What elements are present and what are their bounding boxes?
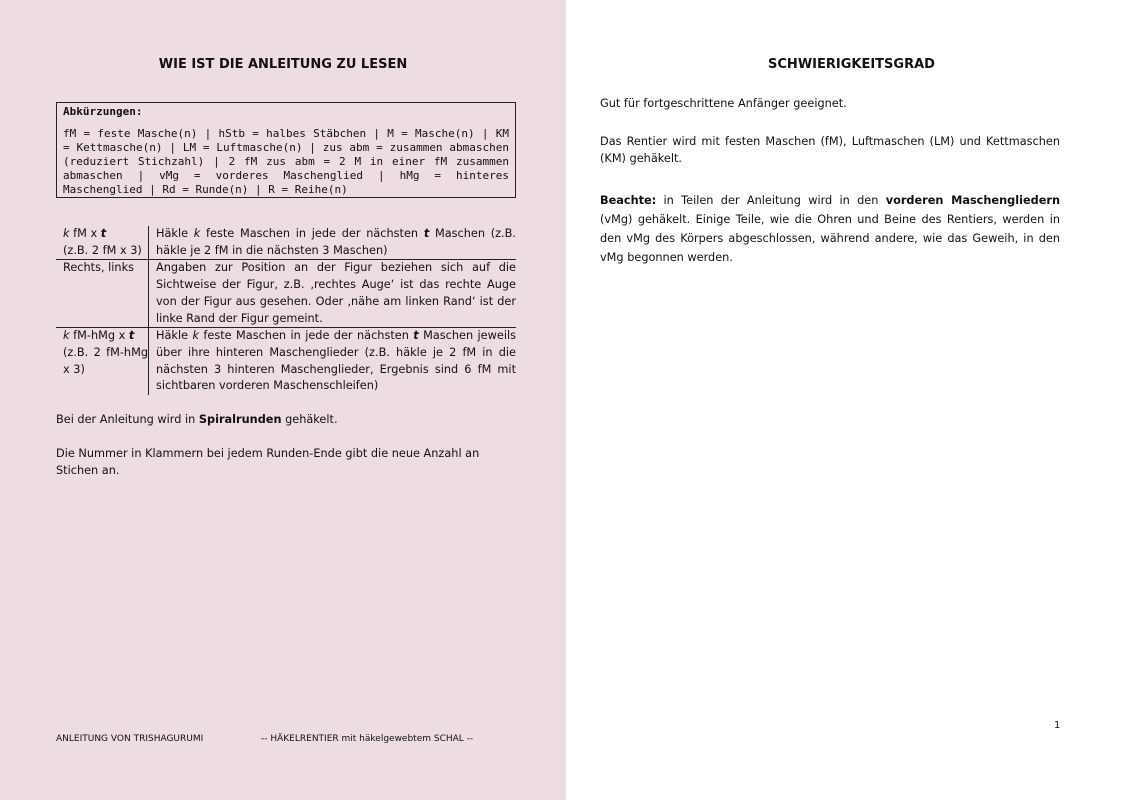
term-k: k — [63, 227, 70, 240]
note-bold: vorderen Maschengliedern — [885, 194, 1060, 207]
legend-description — [149, 226, 517, 260]
desc-text: Häkle — [156, 227, 194, 240]
legend-term: Rechts, links — [56, 260, 149, 328]
desc-t: t — [413, 329, 419, 343]
spiral-bold: Spiralrunden — [198, 413, 282, 426]
term-t: t — [100, 227, 107, 240]
desc-text: feste Maschen in jede der nächsten — [200, 227, 424, 240]
spiral-text: Bei der Anleitung wird in — [56, 413, 199, 426]
legend-row — [56, 260, 516, 328]
term-mid: fM-hMg x — [69, 329, 129, 343]
left-page-title: WIE IST DIE ANLEITUNG ZU LESEN — [158, 57, 408, 72]
desc-t: t — [423, 227, 430, 240]
desc-text: Maschen jeweils über ihre hinteren Maschenglieder (z.B. häkle je 2 fM in die nächsten 3 hinteren Maschenglieder, Ergebnis sind 6 fM mit sichtbaren vorderen Maschenschleifen) — [156, 329, 516, 393]
desc-text: Häkle — [156, 329, 193, 343]
technique-paragraph: Das Rentier wird mit festen Maschen (fM), Luftmaschen (LM) und Kettmaschen (KM) gehäkelt. — [600, 135, 1060, 165]
desc-text: Maschen (z.B. häkle je 2 fM in die nächsten 3 Maschen) — [156, 227, 516, 257]
term-note: (z.B. 2 fM x 3) — [63, 243, 142, 257]
desc-k: k — [192, 329, 200, 343]
legend-term — [56, 226, 149, 260]
legend-row — [56, 328, 516, 395]
footer-title: -- HÄKELRENTIER mit häkelgewebtem SCHAL -- — [261, 734, 474, 744]
abbreviations-box — [56, 102, 516, 198]
note-text: (vMg) gehäkelt. Einige Teile, wie die Ohren und Beine des Rentiers, werden in den vMg des Körpers abgeschlossen, während andere, wie das Geweih, in den vMg begonnen werden. — [600, 213, 1060, 264]
right-page-title: SCHWIERIGKEITSGRAD — [768, 57, 935, 72]
level-paragraph: Gut für fortgeschrittene Anfänger geeignet. — [600, 97, 847, 110]
legend-row — [56, 226, 516, 260]
desc-k: k — [193, 227, 201, 240]
term-t: t — [128, 329, 135, 343]
note-label: Beachte: — [600, 194, 657, 207]
legend-term — [56, 328, 149, 395]
note-paragraph — [600, 191, 1060, 267]
legend-description — [149, 328, 517, 395]
legend-description: Angaben zur Position an der Figur beziehen sich auf die Sichtweise der Figur, z.B. ‚rechtes Auge‘ ist das rechte Auge von der Figur aus gesehen. Oder ‚nähe am linken Rand‘ ist der linke Rand der Figur gemeint. — [149, 260, 517, 328]
abbreviations-text: fM = feste Masche(n) | hStb = halbes Stäbchen | M = Masche(n) | KM = Kettmasche(n) | LM = Luftmasche(n) | zus abm = zusammen abmaschen (reduziert Stichzahl) | 2 fM zus abm = 2 M in einer fM zusammen abmaschen | vMg = vorderes Maschenglied | hMg = hinteres Maschenglied | Rd = Runde(n) | R = Reihe(n) — [63, 127, 509, 196]
term-mid: fM x — [69, 227, 101, 240]
legend-table — [56, 226, 516, 395]
spiral-paragraph — [56, 412, 518, 429]
abbreviations-heading: Abkürzungen: — [63, 105, 143, 118]
desc-text: feste Maschen in jede der nächsten — [199, 329, 414, 343]
spiral-text: gehäkelt. — [281, 413, 338, 426]
right-page — [566, 0, 1137, 800]
footer-author: ANLEITUNG VON TRISHAGURUMI — [56, 734, 204, 744]
term-k: k — [63, 329, 70, 343]
note-text: in Teilen der Anleitung wird in den — [656, 194, 886, 207]
number-note-paragraph: Die Nummer in Klammern bei jedem Runden-Ende gibt die neue Anzahl an Stichen an. — [56, 447, 480, 477]
page-number: 1 — [1054, 720, 1061, 731]
term-note: (z.B. 2 fM-hMg x 3) — [63, 345, 148, 376]
left-page — [0, 0, 566, 800]
